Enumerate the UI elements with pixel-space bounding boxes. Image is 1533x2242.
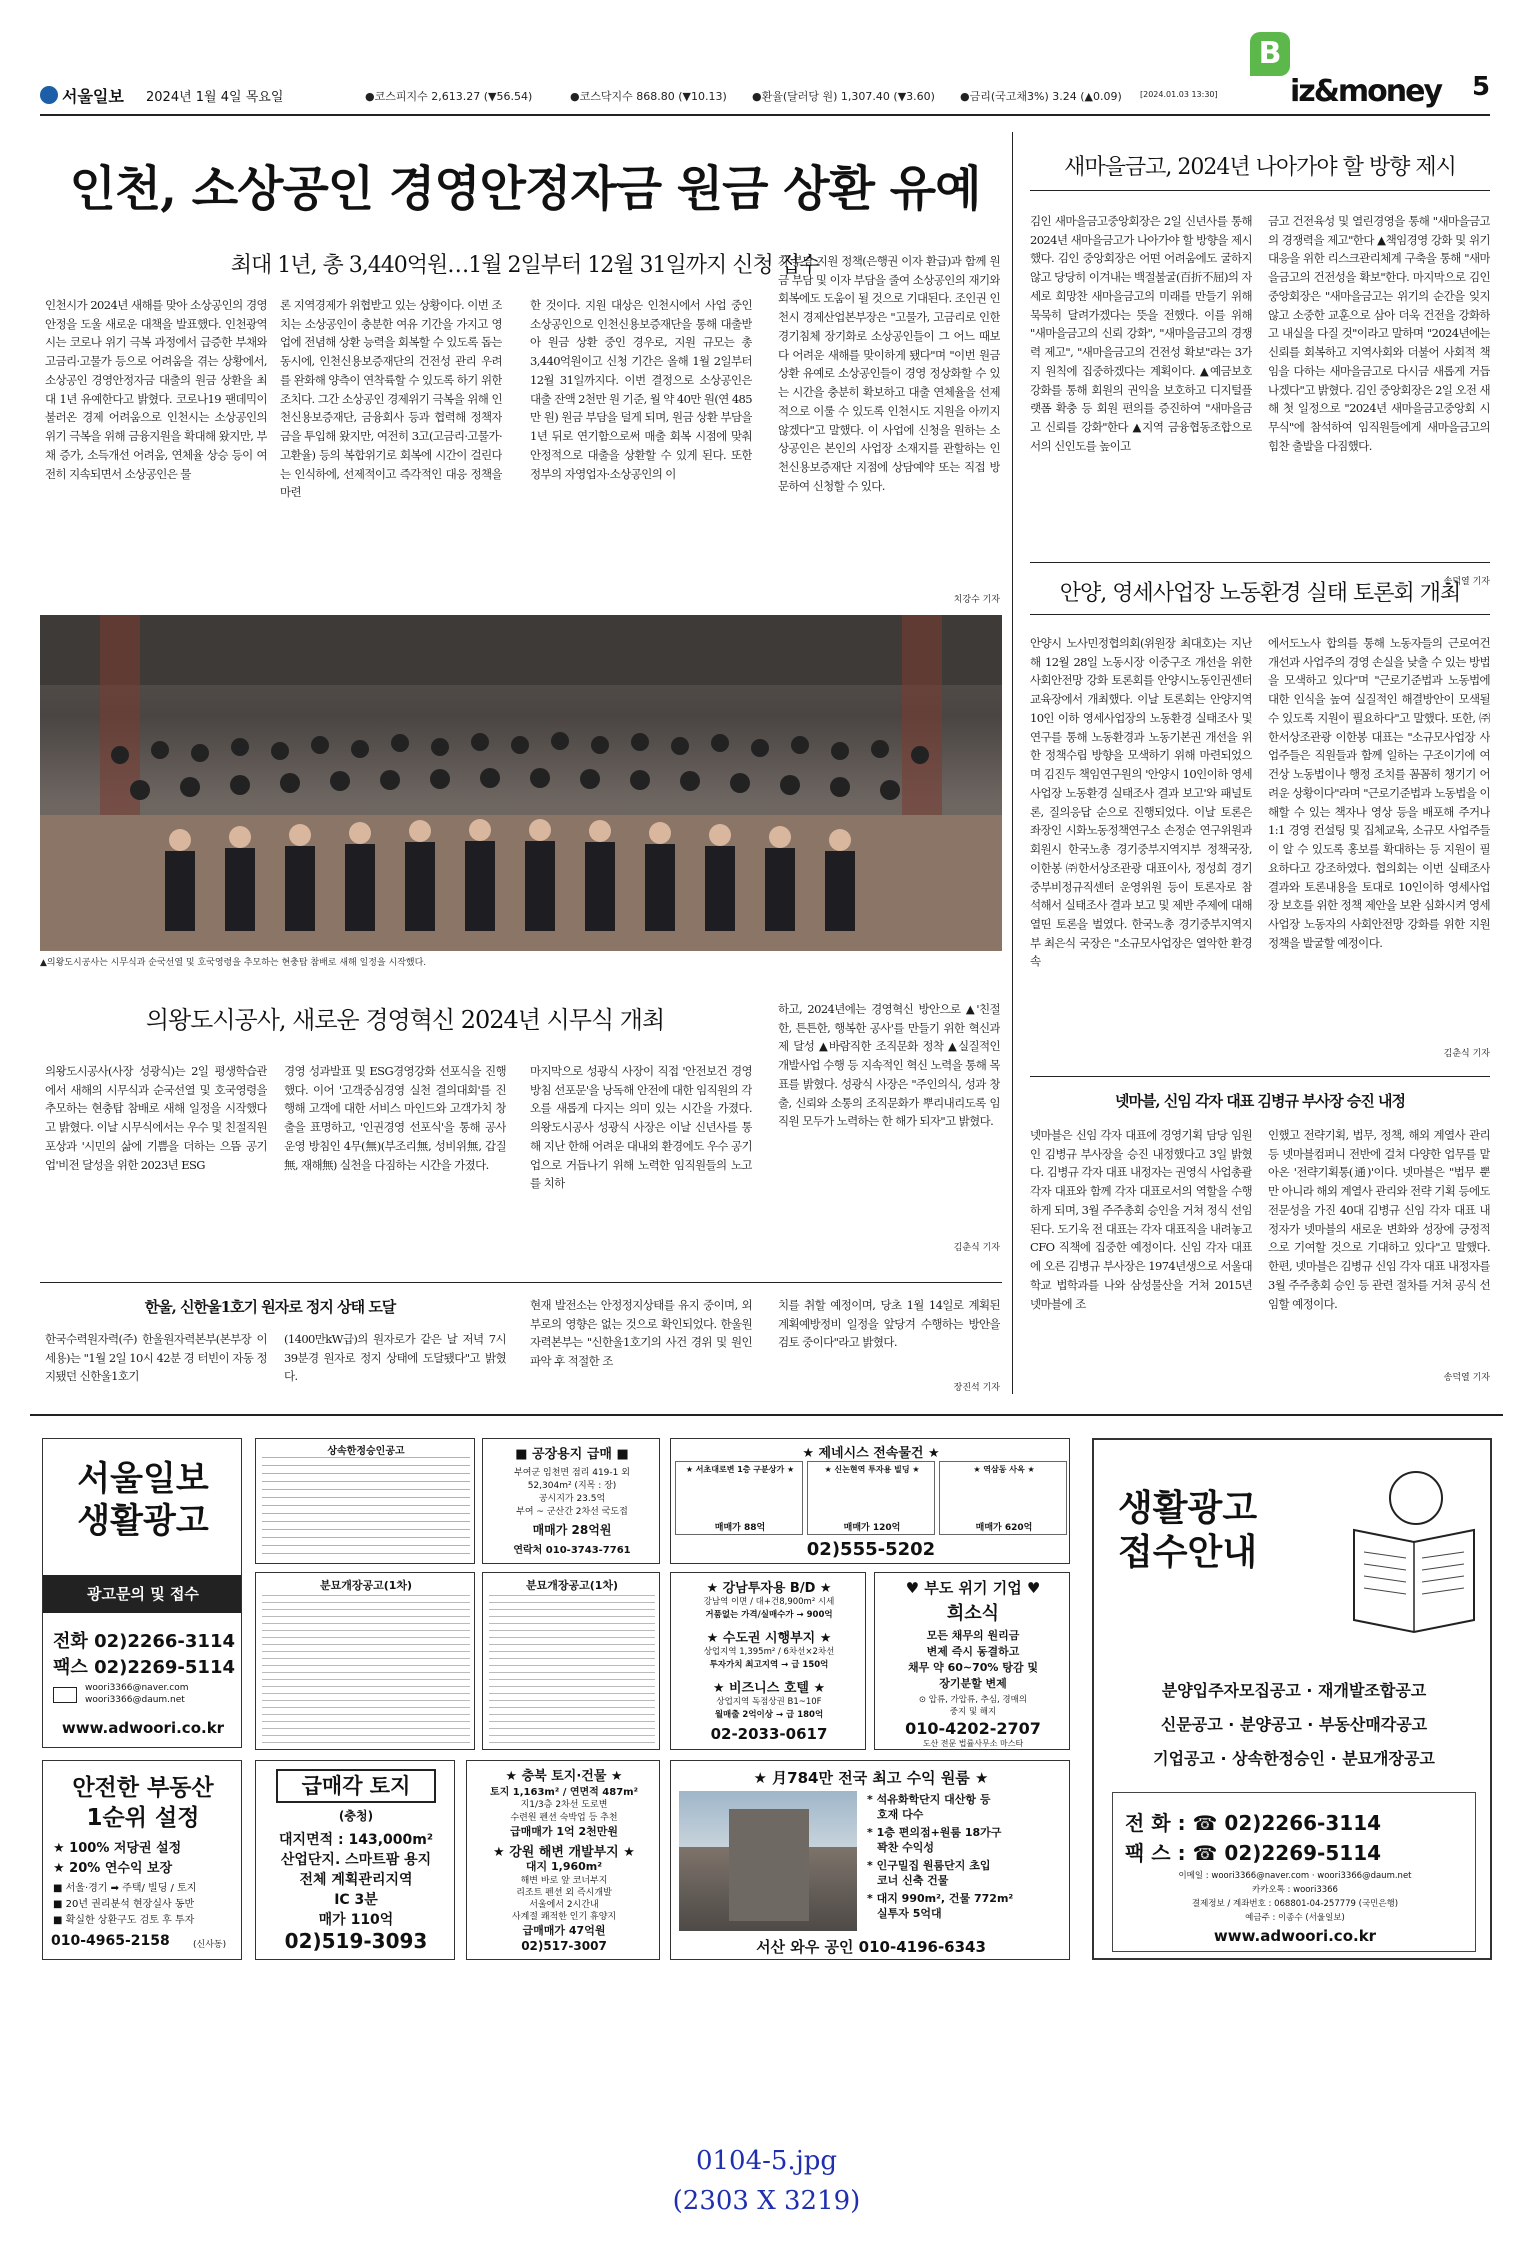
bd-line2: 변제 즉시 동결하고 <box>926 1645 1020 1658</box>
studio-income-ad <box>670 1760 1070 1960</box>
s1-line4: ■ 20년 권리분석 현장실사 동반 <box>53 1899 195 1910</box>
guide-line3: 기업공고 · 상속한정승인 · 분묘개장공고 <box>1153 1749 1435 1768</box>
bun2-title: 분묘개장공고(1차) <box>525 1579 619 1592</box>
headline-rule <box>1030 614 1490 615</box>
mail-icon <box>53 1687 77 1703</box>
article-anyang-col1: 안양시 노사민정협의회(위원장 최대호)는 지난해 12월 28일 노동시장 이중구조 개선을 위한 사회안전망 강화 토론회를 안양시노동인권센터 교육장에서 개최했다. 이날 토론회는 안양지역 10인 이하 영세사업장의 노동환경 실태조사 및 연구를 통해 노동환경과 노동기본권 개선을 위한 정책수립 방향을 모색하기 위해 마련되었으며 김진두 책임연구원의 '안양시 10인이하 영세사업장 노동환경 실태조사 결과 보고'와 패널토론, 질의응답 순으로 진행되었다. 이날 토론은 좌장인 시화노동정책연구소 손정순 연구위원과 회원시 한국노총 경기중부지역지부 정책국장, 이한봉 ㈜한서상조관광 대표이사, 정성희 경기중부비정규직센터 운영위원 등이 토론자로 참석해서 실태조사 결과 보고 및 제반 주제에 대해 열띤 토론을 벌였다. 한국노총 경기중부지역지부 최은식 국장은 "소규모사업장은 열악한 환경 속 <box>1030 636 1252 969</box>
sd-line1: 상업지역 1,395m² / 6차선×2차선 <box>703 1647 835 1657</box>
article-incheon-col3: 한 것이다. 지원 대상은 인천시에서 사업 중인 소상공인으로 인천신용보증재단을 통해 대출받아 원금 상환 중인 경우로, 지원 규모는 총 3,440억원이고 신청 기간은 올해 1월 2일부터 12월 31일까지다. 이번 결정으로 소상공인은 대출 잔액 2천만 원 기준, 월 약 40만 원(연 485만 원) 원금 부담을 덜게 되며, 원금 상환 부담을 1년 뒤로 연기함으로써 매출 회복 시점에 맞춰 안정적으로 대출을 상환할 수 있게 된다. 또한 정부의 자영업자·소상공인의 이 <box>530 298 752 481</box>
gw-line2: 해변 바로 앞 코너부지 <box>520 1876 608 1886</box>
zen-listing-1: ★ 서초대로변 1층 구분상가 ★ 매매가 88억 <box>675 1461 803 1535</box>
file-name-caption: 0104-5.jpg <box>695 2146 838 2176</box>
gn-title: ★ 강남투자용 B/D ★ <box>706 1581 832 1596</box>
bd-title: ♥ 부도 위기 기업 ♥ <box>905 1579 1041 1597</box>
article-incheon-col2: 론 지역경제가 위협받고 있는 상황이다. 이번 조치는 소상공인이 충분한 여유 기간을 가지고 영업에 전념해 상환 능력을 회복할 수 있도록 돕는 동시에, 인천신용보증재단의 건전성 관리 우려를 완화해 양측이 연착륙할 수 있도록 하기 위한 조치다. 그간 소상공인 경제위기 극복을 위해 인천신용보증재단, 금융회사 등과 협력해 정책자금을 투입해 왔지만, 여전히 3고(고금리·고물가·고환율) 등의 복합위기로 회복에 시간이 걸린다는 인식하에, 선제적이고 즉각적인 대응 정책을 마련 <box>280 298 502 500</box>
m784-line3: * 인구밀집 원룸단지 초입 <box>867 1859 991 1872</box>
m784-line4: * 대지 990m², 건물 772m² <box>867 1892 1014 1905</box>
guide-phone-row <box>1125 1807 1381 1836</box>
gw-line3: 리조트 펜션 외 즉시개발 <box>516 1888 612 1898</box>
building-facade <box>729 1809 809 1921</box>
ad-email-1: woori3366@naver.com <box>85 1683 189 1693</box>
gw-line5: 사계절 쾌적한 인기 휴양지 <box>511 1912 617 1922</box>
photo-caption: ▲의왕도시공사는 시무식과 순국선열 및 호국영령을 추모하는 현충탑 참배로 새해 일정을 시작했다. <box>40 958 427 968</box>
gn-line1: 강남역 이면 / 대+건8,900m² 시세 <box>703 1597 835 1607</box>
bd-line1: 모든 채무의 원리금 <box>926 1629 1020 1642</box>
guide-phone-label: 전 화 : <box>1125 1811 1186 1835</box>
article-hanul-byline: 장진석 기자 <box>953 1383 1000 1393</box>
guide-line1: 분양입주자모집공고 · 재개발조합공고 <box>1161 1681 1427 1700</box>
m784-line1b: 호재 다수 <box>877 1808 924 1821</box>
section-rule <box>1030 562 1490 563</box>
factory-land-ad <box>482 1438 660 1564</box>
investment-listings-ad <box>670 1572 866 1750</box>
factory-phone: 연락처 010-3743-7761 <box>513 1545 631 1556</box>
ad-inquiry-bar: 광고문의 및 접수 <box>43 1575 242 1613</box>
s1-title2: 1순위 설정 <box>86 1805 200 1831</box>
bh-title: ★ 비즈니스 호텔 ★ <box>712 1681 826 1696</box>
cb-line1: 토지 1,163m² / 연면적 487m² <box>490 1787 638 1798</box>
toji-line2: 산업단지. 스마트팜 용지 <box>280 1852 432 1868</box>
toji-line1: 대지면적 : 143,000m² <box>279 1832 433 1848</box>
article-hanul-col4: 치를 취할 예정이며, 당초 1월 14일로 계획된 계획예방정비 일정을 앞당겨 수행하는 방안을 검토 중이다"라고 밝혔다. <box>778 1298 1000 1350</box>
factory-title: ■ 공장용지 급매 ■ <box>515 1447 629 1462</box>
kosdaq-index: ●코스닥지수 868.80 (▼10.13) <box>570 90 727 103</box>
gw-price: 급매매가 47억원 <box>522 1924 606 1937</box>
article-hanul-headline: 한울, 신한울1호기 원자로 정지 상태 도달 <box>144 1298 396 1316</box>
article-netmarble-col1: 넷마블은 신임 각자 대표에 경영기획 담당 임원인 김병규 부사장을 승진 내정했다고 3일 밝혔다. 김병규 각자 대표 내정자는 권영식 사업총괄 각자 대표와 함께 각자 대표로서의 역할을 수행하게 되며, 3월 주주총회 승인을 거쳐 정식 선임된다. 도기욱 전 대표는 각자 대표직을 내려놓고 CFO 직책에 집중한 예정이다. 신임 각자 대표에 오른 김병규 부사장은 1974년생으로 서울대학교 법학과를 나와 삼성물산을 거쳐 2015년 넷마블에 조 <box>1030 1128 1252 1311</box>
urgent-land-ad <box>255 1760 455 1960</box>
section-b-badge: B <box>1250 32 1290 76</box>
article-uiwang-col1: 의왕도시공사(사장 성광식)는 2일 평생학습관에서 새해의 시무식과 순국선열 및 호국영령을 추모하는 현충탑 참배로 새해 일정을 시작했다고 밝혔다. 이날 시무식에서는 우수 및 친절직원 포상과 '시민의 삶에 기쁨을 더하는 으뜸 공기업'비전 달성을 위한 2023년 ESG <box>45 1064 267 1172</box>
guide-title-1: 생활광고 <box>1118 1488 1258 1529</box>
article-anyang-headline: 안양, 영세사업장 노동환경 실태 토론회 개최 <box>1059 581 1461 606</box>
article-uiwang-col3: 마지막으로 성광식 사장이 직접 '안전보건 경영방침 선포문'을 낭독해 안전에 대한 임직원의 각오를 새롭게 다지는 의미 있는 시간을 가졌다. 의왕도시공사 성광식 사장은 이날 신년사를 통해 지난 한해 어려운 대내외 환경에도 우수 공기업으로 거듭나기 위해 노력한 임직원들의 노고를 치하 <box>530 1064 752 1191</box>
ceremony-photo <box>40 615 1002 951</box>
cb-title: ★ 충북 토지·건물 ★ <box>505 1769 623 1784</box>
file-size-caption: (2303 X 3219) <box>672 2186 861 2216</box>
sd-line2: 투자가치 최고지역 → 급 150억 <box>709 1660 829 1670</box>
ad-brand-title: 서울일보 <box>77 1459 209 1499</box>
market-timestamp: [2024.01.03 13:30] <box>1140 90 1218 99</box>
zen-title: ★ 제네시스 전속물건 ★ <box>802 1446 940 1461</box>
bun1-body-lines <box>262 1595 470 1745</box>
inherit-title: 상속한정승인공고 <box>327 1446 405 1457</box>
guide-contact-box <box>1112 1792 1476 1952</box>
ad-fax-label: 팩스 <box>53 1657 88 1678</box>
gw-phone: 02)517-3007 <box>521 1939 607 1953</box>
ad-phone-row <box>53 1627 235 1653</box>
bd-line3: 채무 약 60~70% 탕감 및 <box>908 1661 1038 1674</box>
cb-line2: 지1/3층 2차선 도로변 <box>520 1800 608 1810</box>
article-hanul-col1: 한국수력원자력(주) 한울원자력본부(본부장 이세용)는 "1월 2일 10시 42분 경 터빈이 자동 정지됐던 신한울1호기 <box>45 1332 267 1384</box>
guide-email: 이메일 : woori3366@naver.com · woori3366@daum.net <box>1178 1871 1412 1881</box>
bankruptcy-relief-ad <box>874 1572 1070 1750</box>
newspaper-logo <box>40 82 138 108</box>
m784-line1: * 석유화학단지 대산항 등 <box>867 1793 991 1806</box>
article-incheon-subheadline: 최대 1년, 총 3,440억원…1월 2일부터 12월 31일까지 신청 접수 <box>230 253 820 278</box>
guide-bank: 결제정보 / 계좌번호 : 068801-04-257779 (국민은행) <box>1191 1899 1399 1909</box>
section-rule <box>1030 1076 1490 1077</box>
factory-line3: 공시지가 23.5억 <box>538 1494 606 1504</box>
article-hanul-col3: 현재 발전소는 안정정지상태를 유지 중이며, 외부로의 영향은 없는 것으로 확인되었다. 한울원자력본부는 "신한울1호기의 사건 경위 및 원인 파악 후 적절한 조 <box>530 1298 752 1369</box>
cb-price: 급매매가 1억 2천만원 <box>510 1825 618 1838</box>
article-uiwang-col4: 하고, 2024년에는 경영혁신 방안으로 ▲'친절한, 튼튼한, 행복한 공사'를 만들기 위한 혁신과제 달성 ▲바람직한 조직문화 정착 ▲실질적인 개발사업 수행 등 지속적인 혁신 노력을 통해 목표를 밝혔다. 성광식 사장은 "주인의식, 성과 창출, 신뢰와 소통의 조직문화가 뿌리내리도록 임직원 모두가 노력하는 한 해가 되자"고 밝혔다. <box>778 1002 1000 1129</box>
zen-listing-2: ★ 신논현역 투자용 빌딩 ★ 매매가 120억 <box>807 1461 935 1535</box>
article-mg-col2: 금고 건전육성 및 열린경영을 통해 "새마을금고의 경쟁력을 제고"한다 ▲책임경영 강화 및 위기 대응을 위한 리스크관리체계 구축을 통해 "새마을금고의 건전성을 확보"한다. 마지막으로 김인 중앙회장은 "새마을금고는 위기의 순간을 잊지 않고 소중한 교훈으로 삼아 더욱 건전을 강화하고 내실을 다질 것"이라고 말하며 "2024년에는 신뢰를 회복하고 지역사회와 더불어 사회적 책임을 다하는 새마을금고로 다시금 새롭게 거듭나겠다"고 밝혔다. 김인 중앙회장은 2일 오전 새해 첫 일정으로 "2024년 새마을금고중앙회 시무식"에 참석하여 임직원들에게 새마을금고의 힘찬 출발을 다짐했다. <box>1268 214 1490 453</box>
section-title: iz&money <box>1290 74 1442 109</box>
inheritance-notice-ad <box>255 1438 475 1564</box>
ad-website: www.adwoori.co.kr <box>61 1719 225 1737</box>
guide-website: www.adwoori.co.kr <box>1213 1927 1377 1945</box>
chungbuk-gangwon-ad <box>466 1760 660 1960</box>
bd-company: 도산 전문 법률사무소 마스타 <box>922 1739 1024 1748</box>
article-incheon-col4: 자 부담 지원 정책(은행권 이자 환급)과 함께 원금 부담 및 이자 부담을 줄여 소상공인의 재기와 회복에도 도움이 될 것으로 기대된다. 조인권 인천시 경제산업본부장은 "고물가, 고금리로 인한 경기침체 장기화로 소상공인들이 그 어느 때보다 어려운 새해를 맞이하게 됐다"며 "이번 원금 상환 유예로 소상공인들이 경영 정상화할 수 있는 시간을 충분히 확보하고 대출 연체율을 선제적으로 이룰 수 있도록 인천시도 지원을 아끼지 않겠다"고 말했다. 이 사업에 신청을 원하는 소상공인은 본인의 사업장 소재지를 관할하는 인천신용보증재단 지점에 상담예약 또는 직접 방문하여 신청할 수 있다. <box>778 254 1000 493</box>
article-uiwang-byline: 김춘식 기자 <box>953 1243 1000 1253</box>
ad-fax-row <box>53 1653 235 1679</box>
zen-phone: 02)555-5202 <box>806 1539 936 1560</box>
bun2-body-lines <box>489 1595 655 1745</box>
article-netmarble-col2: 인했고 전략기획, 법무, 정책, 해외 계열사 관리 등 넷마블컴퍼니 전반에 걸쳐 다양한 업무를 맡아온 '전략기획통(通)'이다. 넷마블은 "법무 뿐만 아니라 해외 계열사 관리와 전략 기획 등에도 전문성을 가진 40대 김병규 신임 각자 대표 내정자가 넷마블의 새로운 변화와 성장에 긍정적으로 기여할 것으로 기대하고 있다"고 말했다. 한편, 넷마블은 김병규 신임 각자 대표 내정자를 3월 주주총회 승인 등 관련 절차를 거쳐 공식 선임할 예정이다. <box>1268 1128 1490 1311</box>
article-mg-byline: 송덕열 기자 <box>1443 577 1490 587</box>
gw-line4: 서울에서 2시간내 <box>529 1900 599 1910</box>
m784-line2: * 1층 편의점+원룸 18가구 <box>867 1826 1002 1839</box>
ads-section-divider <box>30 1414 1503 1416</box>
article-incheon-byline: 치강수 기자 <box>953 595 1000 605</box>
article-uiwang-col2: 경영 성과발표 및 ESG경영강화 선포식을 진행했다. 이어 '고객중심경영 실천 결의대회'를 진행해 고객에 대한 서비스 마인드와 고객가치 창출을 표명하고, '인권경영 선포식'을 통해 공사 운영 방침인 4무(無)(부조리無, 성비위無, 갑질無, 재해無) 실천을 다짐하는 시간을 가졌다. <box>284 1064 506 1172</box>
s1-line1: ★ 100% 저당권 설정 <box>53 1841 182 1856</box>
bh-line2: 월매출 2억이상 → 급 180억 <box>714 1710 824 1720</box>
logo-text: 서울일보 <box>62 87 124 106</box>
ad-brand-subtitle: 생활광고 <box>77 1501 209 1541</box>
section-rule <box>40 1282 1002 1283</box>
genesis-listing-ad <box>670 1438 1070 1564</box>
ad-phone: 02)2266-3114 <box>94 1631 236 1652</box>
m784-line4b: 실투자 5억대 <box>877 1907 942 1920</box>
sd-title: ★ 수도권 시행부지 ★ <box>706 1631 832 1646</box>
cb-line3: 수련원 펜션 숙박업 등 추천 <box>510 1813 618 1823</box>
article-anyang-col2: 에서도노사 합의를 통해 노동자들의 근로여건 개선과 사업주의 경영 손실을 낮출 수 있는 방법을 모색하고 있다"며 "근로기준법과 노동법에 대한 인식을 높여 실질적인 해결방안이 모색될 수 있도록 지원이 필요하다"고 말했다. 또한, ㈜한서상조관광 이한봉 대표는 "소규모사업장 사업주들은 직원들과 함께 일하는 구조이기에 여건상 노동법이나 행정 조치를 꼼꼼히 챙기기 어려운 상황이다"라며 "근로기준법과 노동법을 이해할 수 있는 책자나 영상 등을 배포해 주거나 1:1 경영 컨설팅 및 집체교육, 소규모 사업주들이 알 수 있도록 홍보를 확대하는 등 지원이 필요하다고 강조하였다. 협의회는 이번 실태조사 결과와 토론내용을 토대로 10인이하 영세사업장 보호를 위한 정책 제안을 보완 심화시켜 영세사업장 노동자의 사회안전망 강화를 위한 지원 정책을 발굴할 예정이다. <box>1268 636 1490 950</box>
article-mg-headline: 새마을금고, 2024년 나아가야 할 방향 제시 <box>1064 155 1456 180</box>
factory-line4: 부여 ~ 군산간 2차선 국도접 <box>516 1507 628 1517</box>
inherit-body-lines <box>262 1457 470 1561</box>
toji-price: 매가 110억 <box>318 1912 394 1928</box>
column-divider <box>1012 132 1013 1394</box>
ad-phone-label: 전화 <box>53 1631 88 1652</box>
guide-phone: ☎ 02)2266-3114 <box>1192 1811 1382 1835</box>
article-hanul-col2: (1400만kW급)의 원자로가 같은 날 저녁 7시 39분경 원자로 정지 상태에 도달됐다"고 밝혔다. <box>284 1332 506 1384</box>
logo-globe-icon <box>40 86 58 104</box>
building-photo <box>679 1791 857 1931</box>
s1-company: (신사동) <box>193 1940 227 1950</box>
safe-realestate-ad <box>42 1760 242 1960</box>
gw-title: ★ 강원 해변 개발부지 ★ <box>493 1845 635 1860</box>
guide-fax: ☎ 02)2269-5114 <box>1192 1841 1382 1865</box>
s1-line3: ■ 서울·경기 ➡ 주택/ 빌딩 / 토지 <box>53 1883 197 1894</box>
bh-phone: 02-2033-0617 <box>710 1725 828 1743</box>
article-incheon-headline: 인천, 소상공인 경영안정자금 원금 상환 유예 <box>69 161 981 217</box>
group-photo-illustration <box>40 615 1002 951</box>
s1-title: 안전한 부동산 <box>72 1775 214 1801</box>
bd-phone: 010-4202-2707 <box>905 1719 1041 1738</box>
m784-title: ★ 月784만 전국 최고 수익 원룸 ★ <box>753 1769 989 1787</box>
guide-fax-row <box>1125 1837 1381 1866</box>
exchange-rate: ●환율(달러당 원) 1,307.40 (▼3.60) <box>752 90 935 103</box>
bd-line4: 장기분할 변제 <box>939 1677 1007 1690</box>
guide-kakao: 카카오톡 : woori3366 <box>1252 1885 1338 1895</box>
guide-title-2: 접수안내 <box>1118 1532 1258 1573</box>
article-uiwang-headline: 의왕도시공사, 새로운 경영혁신 2024년 시무식 개최 <box>145 1006 665 1034</box>
toji-sub: (충청) <box>338 1809 374 1823</box>
classified-guide-ad <box>1092 1438 1492 1960</box>
factory-line2: 52,304m² (지목 : 장) <box>527 1481 617 1491</box>
bd-sub: 희소식 <box>946 1603 1000 1624</box>
m784-line3b: 코너 신축 건물 <box>877 1874 949 1887</box>
guide-fax-label: 팩 스 : <box>1125 1841 1186 1865</box>
toji-phone: 02)519-3093 <box>284 1929 428 1953</box>
newspaper-reader-icon <box>1344 1460 1484 1650</box>
kospi-index: ●코스피지수 2,613.27 (▼56.54) <box>365 90 533 103</box>
guide-line2: 신문공고 · 분양공고 · 부동산매각공고 <box>1160 1715 1428 1734</box>
gn-line2: 거품없는 가격/실매수가 → 900억 <box>705 1610 833 1620</box>
bd-line6: 중지 및 해지 <box>949 1707 997 1717</box>
zen-listing-3: ★ 역삼동 사옥 ★ 매매가 620억 <box>939 1461 1067 1535</box>
masthead-bar <box>40 36 1491 116</box>
classified-brand-ad <box>42 1438 242 1748</box>
article-netmarble-byline: 송덕열 기자 <box>1443 1373 1490 1383</box>
ad-fax: 02)2269-5114 <box>94 1657 236 1678</box>
grave-notice-1-ad <box>255 1572 475 1750</box>
issue-date: 2024년 1월 4일 목요일 <box>146 90 284 105</box>
m784-phone: 서산 와우 공인 010-4196-6343 <box>756 1938 986 1956</box>
s1-line5: ■ 확실한 상환구도 검토 후 투자 <box>53 1915 195 1926</box>
interest-rate: ●금리(국고채3%) 3.24 (▲0.09) <box>960 90 1122 103</box>
s1-line2: ★ 20% 연수익 보장 <box>53 1861 173 1876</box>
article-netmarble-headline: 넷마블, 신임 각자 대표 김병규 부사장 승진 내정 <box>1114 1092 1406 1110</box>
factory-price: 매매가 28억원 <box>532 1523 612 1537</box>
bun1-title: 분묘개장공고(1차) <box>319 1579 413 1592</box>
article-anyang-byline: 김춘식 기자 <box>1443 1049 1490 1059</box>
article-mg-col1: 김인 새마을금고중앙회장은 2일 신년사를 통해 2024년 새마을금고가 나아가야 할 방향을 제시했다. 김인 중앙회장은 어떤 어려움에도 굴하지 않고 당당히 이겨내는 백절불굴(百折不屈)의 자세로 희망찬 새마을금고의 미래를 만들기 위해 묵묵히 달려가겠다는 뜻을 전했다. 이를 위해 "새마을금고의 신뢰 강화", "새마을금고의 경쟁력 제고", "새마을금고의 건전성 확보"라는 3가지 원칙에 집중하겠다는 계획이다. ▲예금보호 강화를 통해 회원의 권익을 보호하고 디지털플랫폼 확충 등 회원 편의를 증진하여 "새마을금고 신뢰를 강화"한다 ▲지역 금융협동조합으로서의 신인도를 높이고 <box>1030 214 1252 453</box>
article-incheon-col1: 인천시가 2024년 새해를 맞아 소상공인의 경영안정을 도울 새로운 대책을 발표했다. 인천광역시는 코로나 위기 극복 과정에서 급증한 부채와 고금리·고물가 등으로 어려움을 겪는 상황에서, 소상공인 경영안정자금 대출의 원금 상환을 최대 1년 유예한다고 밝혔다. 코로나19 팬데믹이 불러온 경제 어려움으로 인천시는 소상공인의 위기 극복을 위해 금융지원을 확대해 왔지만, 부채 증가, 소득개선 어려움, 연체율 상승 등이 여전히 지속되면서 소상공인은 물 <box>45 298 267 481</box>
toji-title: 급매각 토지 <box>276 1769 436 1803</box>
s1-phone: 010-4965-2158 <box>51 1933 170 1949</box>
factory-line1: 부여군 임천면 점리 419-1 외 <box>514 1468 630 1478</box>
toji-line3: 전체 계획관리지역 <box>299 1872 413 1888</box>
bd-line5: ⊙ 압류, 가압류, 추심, 경매의 <box>918 1695 1028 1705</box>
gw-line1: 대지 1,960m² <box>525 1860 603 1873</box>
headline-rule <box>1030 190 1490 191</box>
m784-line2b: 꽉찬 수익성 <box>877 1841 934 1854</box>
grave-notice-2-ad <box>482 1572 660 1750</box>
bh-line1: 상업지역 독점상권 B1~10F <box>716 1697 822 1707</box>
guide-holder: 예금주 : 이종수 (서울일보) <box>1245 1913 1345 1923</box>
page-number: 5 <box>1472 72 1491 102</box>
toji-line4: IC 3분 <box>334 1892 378 1908</box>
ad-email-2: woori3366@daum.net <box>85 1695 185 1705</box>
